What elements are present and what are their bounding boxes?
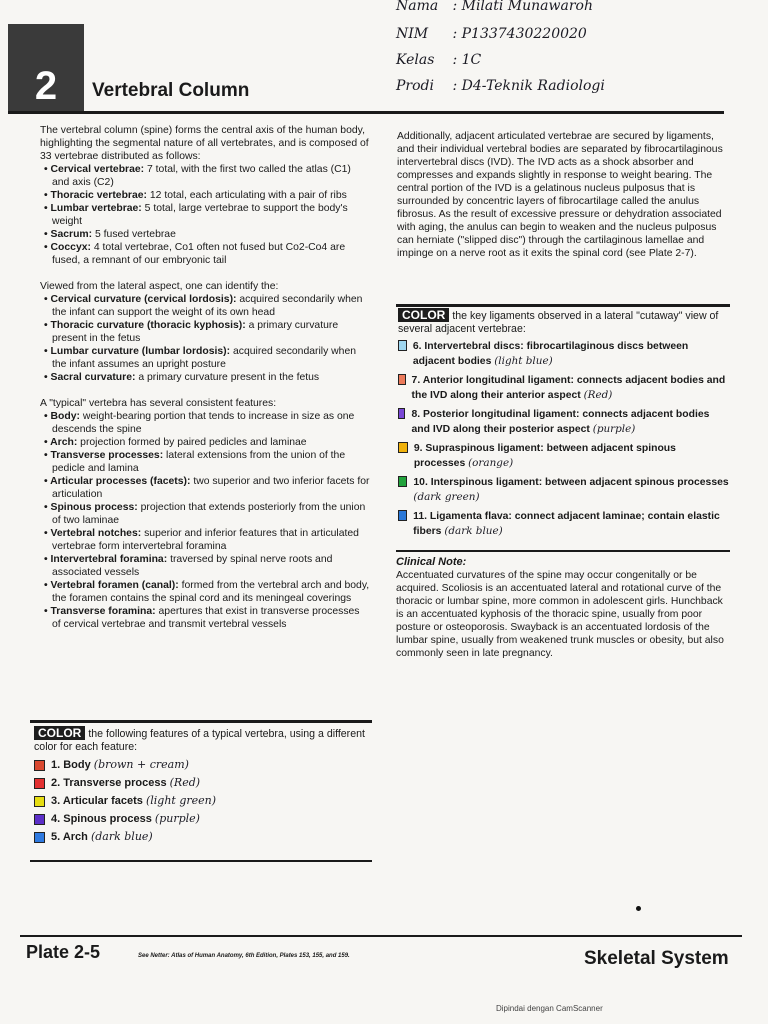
- feature-color-item: [34, 794, 370, 808]
- feature-color-item: [34, 758, 370, 772]
- plate-number: Plate 2-5: [26, 942, 101, 962]
- ligament-color-item: [398, 476, 730, 505]
- right-color-box: [398, 308, 730, 544]
- left-color-rule: [30, 720, 372, 723]
- nim-value: : P1337430220020: [452, 26, 587, 42]
- curvature-item: [40, 345, 370, 371]
- curvatures-block: [40, 280, 370, 384]
- curvature-item-desc: a primary curvature present in the fetus: [52, 320, 339, 344]
- name-row: [396, 0, 593, 14]
- curvature-item-term: Lumbar curvature (lumbar lordosis):: [50, 346, 231, 357]
- ligament-color-item-label: 9. Supraspinous ligament: between adjacent spinous processes: [413, 443, 676, 469]
- feature-item-desc: lateral extensions from the union of the pedicle and lamina: [52, 450, 346, 474]
- ink-dot: [636, 906, 641, 911]
- program-label: Prodi: [396, 78, 434, 94]
- feature-item-term: Arch:: [50, 437, 78, 448]
- feature-item-desc: projection formed by paired pedicles and laminae: [77, 437, 307, 448]
- right-color-rule: [396, 304, 730, 307]
- ivd-paragraph: Additionally, adjacent articulated vertebrae are secured by ligaments, and their individual vertebral bodies are separated by fibrocartilaginous intervertebral discs (IVD). The IVD acts as a shock absorber and compresses and expands slightly in response to weight bearing. The central portion of the IVD is a gelatinous nucleus pulposus that is surrounded by concentric layers of fibrocartilage called the anulus fibrosus. As the result of excessive pressure or dehydration associated with aging, the anulus can begin to weaken and the nucleus pulposus can herniate ("slipped disc") through the cartilaginous lamellae and impinge on a nerve root as it exits the spinal cord (see Plate 2-7).: [397, 131, 723, 259]
- feature-item: [40, 553, 370, 579]
- feature-item-term: Transverse processes:: [50, 450, 164, 461]
- region-item-desc: 5 total, large vertebrae to support the body's weight: [52, 203, 348, 227]
- left-column: [40, 124, 370, 644]
- feature-color-item-handwritten-note: (light green): [145, 794, 217, 807]
- curvature-item: [40, 371, 370, 384]
- feature-item: [40, 527, 370, 553]
- chapter-number: 2: [34, 64, 58, 108]
- color-swatch-checkbox[interactable]: [398, 408, 405, 419]
- curvature-item-desc: a primary curvature present in the fetus: [135, 372, 320, 383]
- color-swatch-checkbox[interactable]: [34, 796, 45, 807]
- ligament-color-item-handwritten-note: (dark blue): [444, 525, 503, 537]
- feature-color-item-handwritten-note: (brown + cream): [93, 758, 189, 771]
- nim-row: [396, 26, 587, 42]
- feature-item-desc: traversed by spinal nerve roots and associated vessels: [52, 554, 333, 578]
- header-rule: [8, 111, 724, 114]
- feature-item: [40, 410, 370, 436]
- footer-rule: [20, 935, 742, 937]
- curvature-item-desc: acquired secondarily when the infant assumes an upright posture: [52, 346, 357, 370]
- color-swatch-checkbox[interactable]: [398, 340, 407, 351]
- class-value: : 1C: [452, 52, 482, 68]
- ligament-color-item: [398, 374, 730, 403]
- feature-item-term: Body:: [50, 411, 80, 422]
- color-instruction: the following features of a typical vertebra, using a different color for each feature:: [34, 728, 365, 753]
- ligament-color-item-handwritten-note: (dark green): [413, 491, 480, 503]
- regions-block: [40, 124, 370, 267]
- feature-color-list: [34, 758, 370, 844]
- region-item-desc: 7 total, with the first two called the atlas (C1) and axis (C2): [52, 164, 351, 188]
- program-value: : D4-Teknik Radiologi: [452, 78, 605, 94]
- feature-item-desc: formed from the vertebral arch and body, the foramen contains the spinal cord and its meningeal coverings: [52, 580, 370, 604]
- feature-item-term: Articular processes (facets):: [50, 476, 191, 487]
- color-swatch-checkbox[interactable]: [34, 814, 45, 825]
- netter-reference: See Netter: Atlas of Human Anatomy, 6th Edition, Plates 153, 155, and 159.: [138, 953, 350, 959]
- feature-color-item-label: 5. Arch: [51, 831, 91, 843]
- feature-item-desc: apertures that exist in transverse processes of cervical vertebrae and transmit vertebral vessels: [52, 606, 360, 630]
- ligament-color-item-label: 7. Anterior longitudinal ligament: connects adjacent bodies and the IVD along their anterior aspect: [411, 375, 726, 401]
- intro-paragraph: The vertebral column (spine) forms the central axis of the human body, highlighting the segmental nature of all vertebrates, and is composed of 33 vertebrae distributed as follows:: [40, 125, 369, 162]
- ligament-color-item: [398, 408, 730, 437]
- feature-color-item-handwritten-note: (dark blue): [90, 830, 153, 843]
- feature-color-item: [34, 830, 370, 844]
- ligament-color-item-label: 6. Intervertebral discs: fibrocartilaginous discs between adjacent bodies: [412, 341, 689, 367]
- ligament-instruction: the key ligaments observed in a lateral "cutaway" view of several adjacent vertebrae:: [398, 310, 719, 335]
- scanner-watermark: Dipindai dengan CamScanner: [496, 1004, 603, 1013]
- region-item-desc: 12 total, each articulating with a pair of ribs: [146, 190, 347, 201]
- curvature-item-desc: acquired secondarily when the infant can support the weight of its own head: [52, 294, 363, 318]
- feature-item-term: Transverse foramina:: [50, 606, 156, 617]
- feature-item-term: Vertebral foramen (canal):: [50, 580, 179, 591]
- region-item: [40, 163, 370, 189]
- region-item-term: Cervical vertebrae:: [50, 164, 145, 175]
- color-swatch-checkbox[interactable]: [398, 374, 406, 385]
- feature-item: [40, 449, 370, 475]
- curvature-item-term: Thoracic curvature (thoracic kyphosis):: [50, 320, 246, 331]
- color-swatch-checkbox[interactable]: [34, 832, 45, 843]
- feature-color-item-handwritten-note: (purple): [154, 812, 200, 825]
- region-item-term: Lumbar vertebrae:: [50, 203, 142, 214]
- feature-item-desc: weight-bearing portion that tends to increase in size as one descends the spine: [52, 411, 355, 435]
- feature-item: [40, 436, 370, 449]
- feature-item-desc: two superior and two inferior facets for articulation: [52, 476, 370, 500]
- curvatures-list: [40, 293, 370, 384]
- name-value: : Milati Munawaroh: [452, 0, 593, 14]
- feature-item-term: Vertebral notches:: [50, 528, 142, 539]
- region-item: [40, 202, 370, 228]
- region-item-term: Thoracic vertebrae:: [50, 190, 147, 201]
- region-item-desc: 5 fused vertebrae: [92, 229, 176, 240]
- class-row: [396, 52, 481, 68]
- feature-color-item-handwritten-note: (Red): [169, 776, 201, 789]
- curvature-item: [40, 319, 370, 345]
- feature-item: [40, 501, 370, 527]
- regions-list: [40, 163, 370, 267]
- chapter-title: Vertebral Column: [92, 80, 250, 101]
- ligament-color-item: [398, 340, 730, 369]
- feature-item-desc: projection that extends posteriorly from the union of two laminae: [52, 502, 366, 526]
- region-item-desc: 4 total vertebrae, Co1 often not fused but Co2-Co4 are fused, a remnant of our embryonic tail: [52, 242, 346, 266]
- typical-intro: A "typical" vertebra has several consistent features:: [40, 398, 277, 409]
- region-item-term: Coccyx:: [50, 242, 91, 253]
- feature-item: [40, 579, 370, 605]
- feature-color-item-label: 1. Body: [51, 759, 94, 771]
- curvature-item-term: Cervical curvature (cervical lordosis):: [50, 294, 237, 305]
- ligament-color-item-label: 10. Interspinous ligament: between adjacent spinous processes: [413, 477, 729, 488]
- region-item: [40, 241, 370, 267]
- color-swatch-checkbox[interactable]: [34, 760, 45, 771]
- feature-item: [40, 605, 370, 631]
- feature-color-item: [34, 812, 370, 826]
- ligament-color-item-label: 8. Posterior longitudinal ligament: connects adjacent bodies and IVD along their posterior aspect: [411, 409, 710, 435]
- clinical-note: [396, 556, 732, 660]
- feature-color-item-label: 2. Transverse process: [51, 777, 170, 789]
- clinical-note-title: Clinical Note:: [396, 556, 467, 568]
- ligament-color-item-label: 11. Ligamenta flava: connect adjacent laminae; contain elastic fibers: [413, 511, 720, 537]
- curvature-item: [40, 293, 370, 319]
- ligament-color-item-handwritten-note: (Red): [583, 389, 613, 401]
- feature-item: [40, 475, 370, 501]
- region-item: [40, 189, 370, 202]
- right-column: [397, 130, 729, 260]
- region-item-term: Sacrum:: [50, 229, 93, 240]
- ligament-color-item-handwritten-note: (orange): [468, 457, 514, 469]
- feature-color-item: [34, 776, 370, 790]
- program-row: [396, 78, 605, 94]
- region-item: [40, 228, 370, 241]
- clinical-note-text: Accentuated curvatures of the spine may occur congenitally or be acquired. Scoliosis is an accentuated lateral and rotational curve of the thoracic or lumbar spine, more common in adolescent girls. Hunchback is an accentuated kyphosis of the thoracic spine, usually from poor posture or osteoporosis. Swayback is an accentuated lordosis of the lumbar spine, usually from weakened trunk muscles or obesity, but also commonly seen in late pregnancy.: [396, 570, 724, 659]
- section-name: Skeletal System: [584, 948, 729, 969]
- color-swatch-checkbox[interactable]: [398, 510, 407, 521]
- feature-color-item-label: 3. Articular facets: [51, 795, 146, 807]
- class-label: Kelas: [396, 52, 435, 68]
- ligament-color-item-handwritten-note: (light blue): [494, 355, 553, 367]
- ligament-color-list: [398, 340, 730, 539]
- color-swatch-checkbox[interactable]: [398, 442, 408, 453]
- features-block: [40, 397, 370, 631]
- ligament-color-item: [398, 442, 730, 471]
- feature-item-term: Spinous process:: [50, 502, 138, 513]
- ligament-color-item: [398, 510, 730, 539]
- ligament-color-item-handwritten-note: (purple): [592, 423, 636, 435]
- lateral-intro: Viewed from the lateral aspect, one can identify the:: [40, 281, 279, 292]
- color-tag-ligaments: COLOR: [398, 308, 449, 322]
- left-bottom-rule: [30, 860, 372, 862]
- color-swatch-checkbox[interactable]: [34, 778, 45, 789]
- features-list: [40, 410, 370, 631]
- name-label: Nama: [396, 0, 439, 14]
- right-mid-rule: [396, 550, 730, 552]
- feature-item-desc: superior and inferior features that in articulated vertebrae form intervertebral foramina: [52, 528, 359, 552]
- feature-color-item-label: 4. Spinous process: [51, 813, 155, 825]
- feature-item-term: Intervertebral foramina:: [50, 554, 168, 565]
- color-swatch-checkbox[interactable]: [398, 476, 407, 487]
- curvature-item-term: Sacral curvature:: [50, 372, 136, 383]
- color-tag: COLOR: [34, 726, 85, 740]
- left-color-box: [34, 726, 370, 848]
- nim-label: NIM: [396, 26, 429, 42]
